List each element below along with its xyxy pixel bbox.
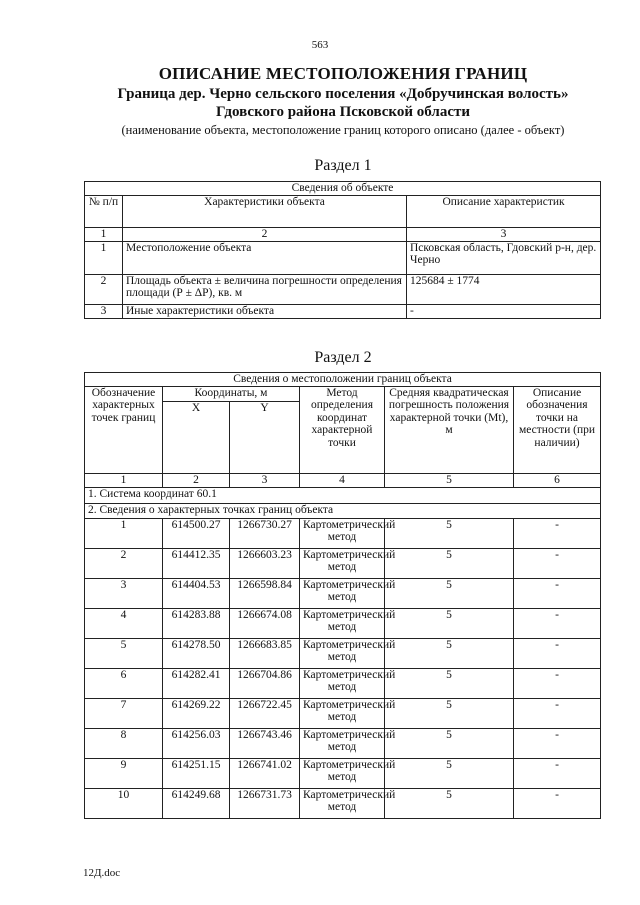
boundary-name-line1: Граница дер. Черно сельского поселения «Добручинская волость» (117, 86, 569, 102)
table-row (85, 274, 601, 304)
point-error: 5 (385, 518, 514, 548)
row-characteristic: Иные характеристики объекта (123, 304, 407, 318)
point-x: 614404.53 (163, 578, 230, 608)
row-description: - (407, 304, 601, 318)
point-y: 1266674.08 (230, 608, 300, 638)
point-number: 10 (85, 788, 163, 818)
points-section-header: 2. Сведения о характерных точках границ объекта (85, 503, 601, 518)
point-error: 5 (385, 578, 514, 608)
point-number: 2 (85, 548, 163, 578)
point-y: 1266683.85 (230, 638, 300, 668)
table-row (85, 698, 601, 728)
point-number: 5 (85, 638, 163, 668)
point-y: 1266722.45 (230, 698, 300, 728)
point-number: 7 (85, 698, 163, 728)
table-row (85, 638, 601, 668)
col-index: 6 (514, 473, 601, 487)
point-x: 614283.88 (163, 608, 230, 638)
point-x: 614269.22 (163, 698, 230, 728)
point-x: 614412.35 (163, 548, 230, 578)
point-method: Картометрический метод (300, 758, 385, 788)
point-error: 5 (385, 788, 514, 818)
point-number: 9 (85, 758, 163, 788)
point-method: Картометрический метод (300, 638, 385, 668)
point-error: 5 (385, 668, 514, 698)
point-description: - (514, 788, 601, 818)
row-description: Псковская область, Гдовский р-н, дер. Черно (407, 241, 601, 274)
point-method: Картометрический метод (300, 608, 385, 638)
table-row (85, 578, 601, 608)
row-description: 125684 ± 1774 (407, 274, 601, 304)
point-error: 5 (385, 758, 514, 788)
table-row (85, 518, 601, 548)
point-number: 8 (85, 728, 163, 758)
table-row (85, 788, 601, 818)
col-header-point: Обозначение характерных точек границ (85, 386, 163, 473)
points-table-title: Сведения о местоположении границ объекта (85, 373, 601, 387)
point-method: Картометрический метод (300, 788, 385, 818)
col-index: 2 (123, 227, 407, 241)
col-index: 2 (163, 473, 230, 487)
point-error: 5 (385, 698, 514, 728)
table-row (85, 728, 601, 758)
section1-title: Раздел 1 (314, 157, 372, 174)
point-x: 614282.41 (163, 668, 230, 698)
coordinate-system: 1. Система координат 60.1 (85, 487, 601, 503)
point-y: 1266598.84 (230, 578, 300, 608)
point-method: Картометрический метод (300, 518, 385, 548)
document-title: ОПИСАНИЕ МЕСТОПОЛОЖЕНИЯ ГРАНИЦ (158, 64, 528, 83)
point-description: - (514, 758, 601, 788)
col-header-description: Описание характеристик (407, 195, 601, 227)
table-row (85, 668, 601, 698)
point-number: 4 (85, 608, 163, 638)
col-header-y: Y (230, 401, 300, 473)
boundary-points-table (84, 372, 601, 819)
point-description: - (514, 668, 601, 698)
row-number: 1 (85, 241, 123, 274)
point-y: 1266704.86 (230, 668, 300, 698)
row-number: 3 (85, 304, 123, 318)
point-method: Картометрический метод (300, 698, 385, 728)
point-y: 1266731.73 (230, 788, 300, 818)
col-index: 3 (230, 473, 300, 487)
point-x: 614251.15 (163, 758, 230, 788)
point-x: 614278.50 (163, 638, 230, 668)
point-x: 614249.68 (163, 788, 230, 818)
footer-filename: 12Д.doc (83, 867, 121, 879)
point-number: 1 (85, 518, 163, 548)
col-header-point-description: Описание обозначения точки на местности (при наличии) (514, 386, 601, 473)
point-number: 6 (85, 668, 163, 698)
point-error: 5 (385, 608, 514, 638)
point-description: - (514, 548, 601, 578)
point-error: 5 (385, 728, 514, 758)
point-description: - (514, 698, 601, 728)
col-header-coordinates: Координаты, м (163, 386, 300, 401)
point-y: 1266743.46 (230, 728, 300, 758)
point-description: - (514, 518, 601, 548)
object-info-table (84, 181, 601, 319)
col-header-characteristic: Характеристики объекта (123, 195, 407, 227)
table-row (85, 758, 601, 788)
row-characteristic: Местоположение объекта (123, 241, 407, 274)
point-x: 614500.27 (163, 518, 230, 548)
table-row (85, 304, 601, 318)
point-method: Картометрический метод (300, 548, 385, 578)
point-error: 5 (385, 638, 514, 668)
col-index: 1 (85, 473, 163, 487)
point-description: - (514, 608, 601, 638)
point-y: 1266741.02 (230, 758, 300, 788)
point-description: - (514, 578, 601, 608)
boundary-name-line2: Гдовского района Псковской области (216, 104, 470, 120)
col-header-error: Средняя квадратическая погрешность положения характерной точки (Мt), м (385, 386, 514, 473)
table-row (85, 241, 601, 274)
col-index: 3 (407, 227, 601, 241)
point-method: Картометрический метод (300, 668, 385, 698)
point-method: Картометрический метод (300, 578, 385, 608)
row-number: 2 (85, 274, 123, 304)
point-y: 1266730.27 (230, 518, 300, 548)
point-description: - (514, 638, 601, 668)
col-header-no: № п/п (85, 195, 123, 227)
point-error: 5 (385, 548, 514, 578)
point-x: 614256.03 (163, 728, 230, 758)
point-number: 3 (85, 578, 163, 608)
table-row (85, 548, 601, 578)
table-row (85, 608, 601, 638)
point-description: - (514, 728, 601, 758)
object-info-table-title: Сведения об объекте (85, 182, 601, 196)
col-index: 5 (385, 473, 514, 487)
col-index: 4 (300, 473, 385, 487)
point-y: 1266603.23 (230, 548, 300, 578)
point-method: Картометрический метод (300, 728, 385, 758)
row-characteristic: Площадь объекта ± величина погрешности определения площади (Р ± ΔР), кв. м (123, 274, 407, 304)
object-caption: (наименование объекта, местоположение границ которого описано (далее - объект) (121, 123, 565, 137)
section2-title: Раздел 2 (314, 349, 372, 366)
col-header-x: X (163, 401, 230, 473)
col-index: 1 (85, 227, 123, 241)
page-number: 563 (311, 39, 329, 51)
col-header-method: Метод определения координат характерной точки (300, 386, 385, 473)
